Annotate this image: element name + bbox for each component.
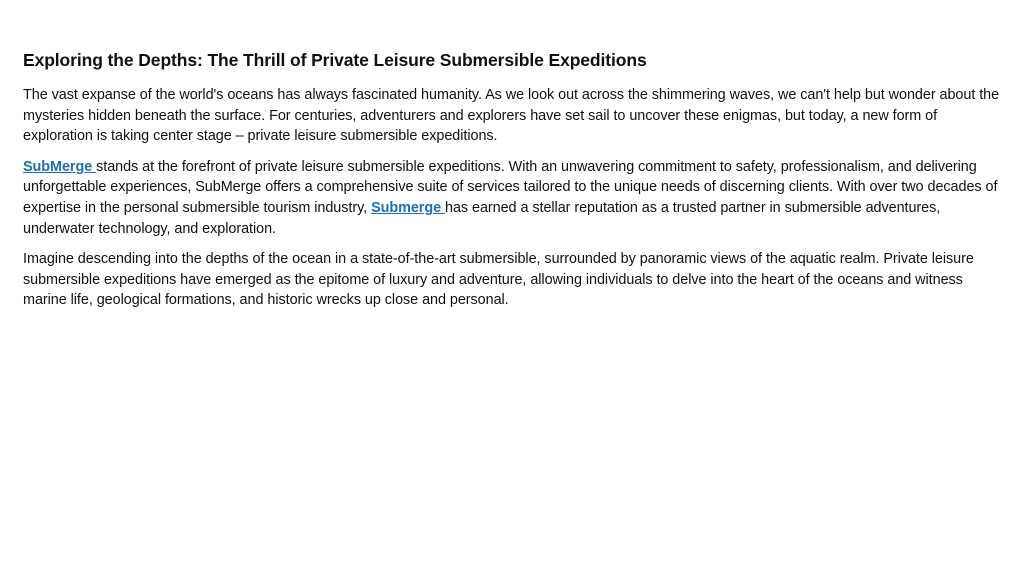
submerge-paragraph: [23, 157, 1003, 239]
submerge-paragraph-text-b: has earned a stellar reputation as a trusted partner in submersible adventures, underwater technology, and exploration.: [23, 199, 941, 237]
imagine-paragraph: Imagine descending into the depths of the ocean in a state-of-the-art submersible, surrounded by panoramic views of the aquatic realm. Private leisure submersible expeditions have emerged as the epitome of luxury and adventure, allowing individuals to delve into the heart of the oceans and witness marine life, geological formations, and historic wrecks up close and personal.: [23, 251, 974, 309]
submerge-paragraph-text-a: stands at the forefront of private leisure submersible expeditions. With an unwavering commitment to safety, professionalism, and delivering unforgettable experiences, SubMerge offers a comprehensive suite of services tailored to the unique needs of discerning clients. With over two decades of expertise in the personal submersible tourism industry,: [23, 158, 998, 216]
slide-content: [23, 50, 1003, 321]
submerge-link[interactable]: SubMerge: [23, 158, 97, 175]
page-title: Exploring the Depths: The Thrill of Private Leisure Submersible Expeditions: [23, 50, 647, 70]
submerge-link-2[interactable]: Submerge: [371, 199, 445, 216]
intro-paragraph: The vast expanse of the world's oceans has always fascinated humanity. As we look out across the shimmering waves, we can't help but wonder about the mysteries hidden beneath the surface. For centuries, adventurers and explorers have set sail to uncover these enigmas, but today, a new form of exploration is taking center stage – private leisure submersible expeditions.: [23, 87, 1000, 145]
